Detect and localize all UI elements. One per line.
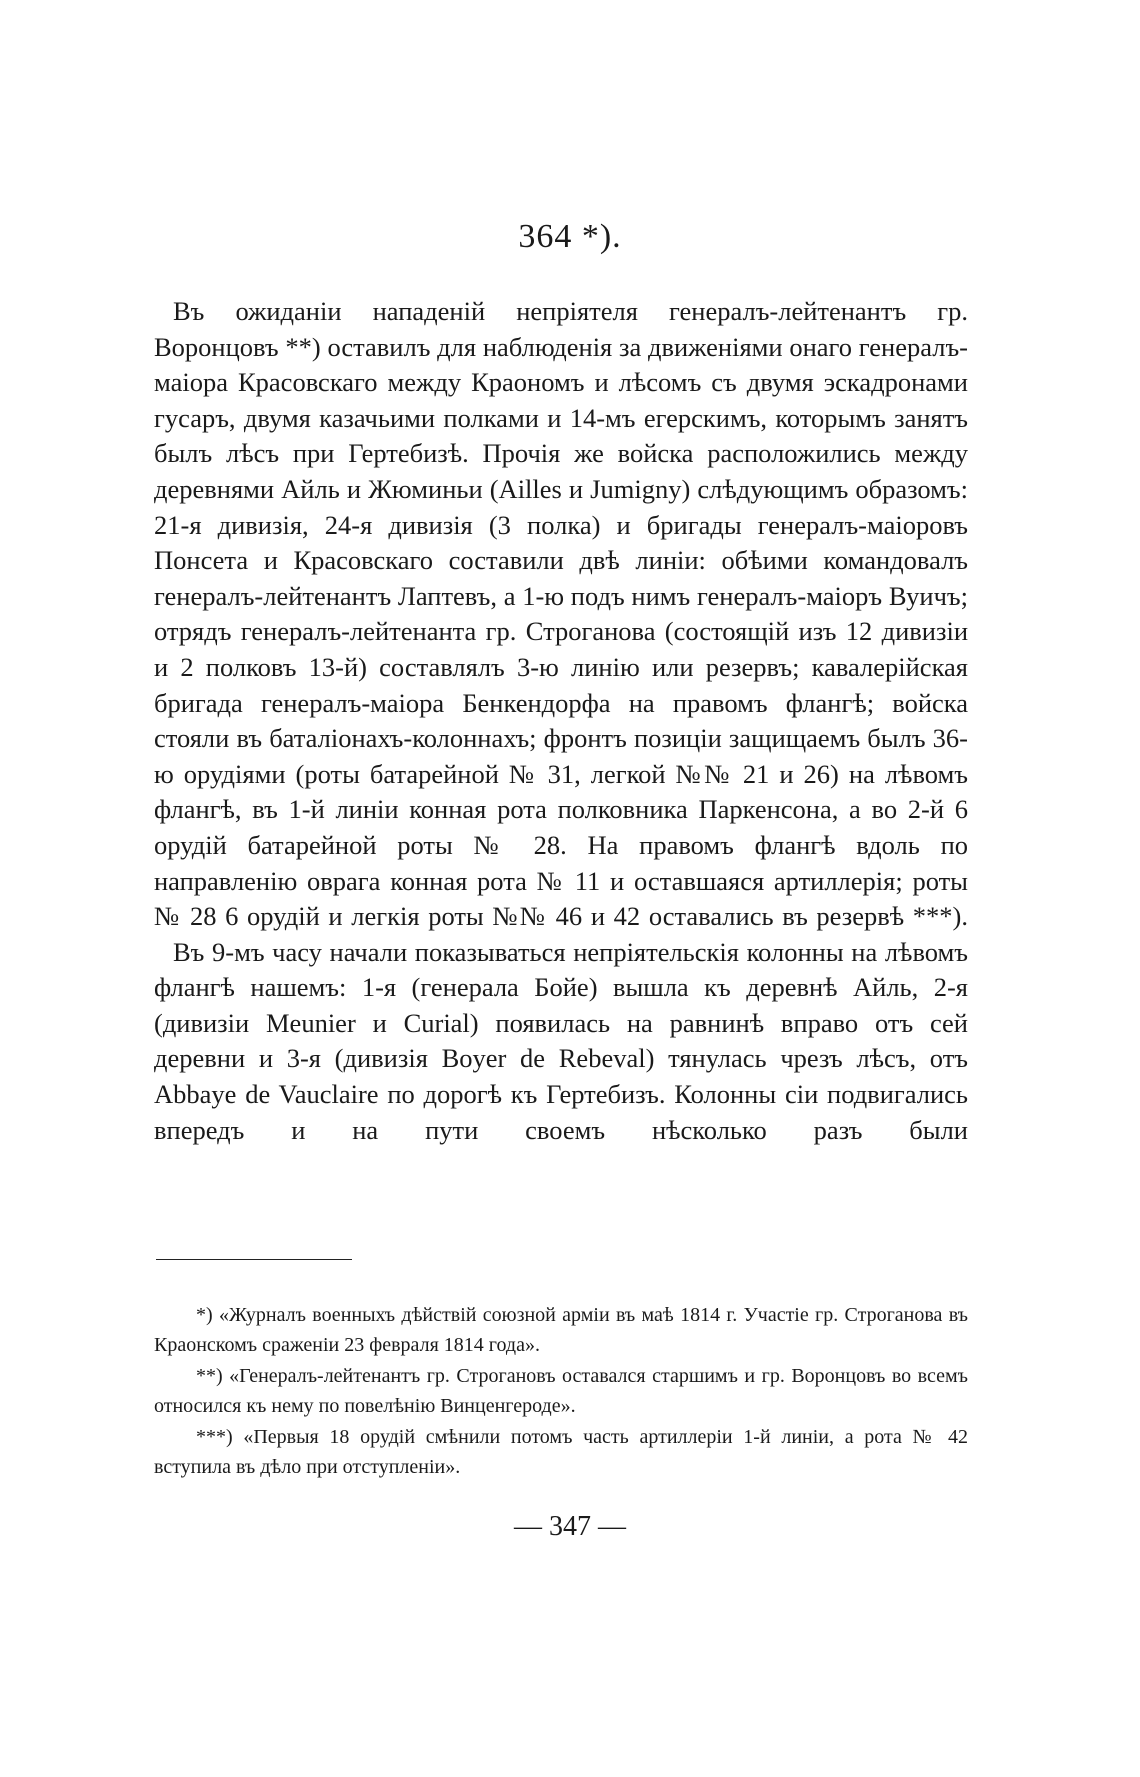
footnotes bbox=[154, 1300, 968, 1483]
paragraph: Въ ожиданіи нападеній непріятеля генералъ-лейтенантъ гр. Воронцовъ **) оставилъ для наблюденія за движеніями онаго генералъ-маіора Красовскаго между Краономъ и лѣсомъ съ двумя эскадронами гусаръ, двумя казачьими полками и 14-мъ егерскимъ, которымъ занятъ былъ лѣсъ при Гертебизѣ. Прочія же войска расположились между деревнями Айль и Жюминьи (Ailles и Jumigny) слѣдующимъ образомъ: 21-я дивизія, 24-я дивизія (3 полка) и бригады генералъ-маіоровъ Понсета и Красовскаго составили двѣ линіи: обѣими командовалъ генералъ-лейтенантъ Лаптевъ, а 1-ю подъ нимъ генералъ-маіоръ Вуичъ; отрядъ генералъ-лейтенанта гр. Строганова (состоящій изъ 12 дивизіи и 2 полковъ 13-й) составлялъ 3-ю линію или резервъ; кавалерійская бригада генералъ-маіора Бенкендорфа на правомъ флангѣ; войска стояли въ баталіонахъ-колоннахъ; фронтъ позиціи защищаемъ былъ 36-ю орудіями (роты батарейной № 31, легкой №№ 21 и 26) на лѣвомъ флангѣ, въ 1-й линіи конная рота полковника Паркенсона, а во 2-й 6 орудій батарейной роты № 28. На правомъ флангѣ вдоль по направленію оврага конная рота № 11 и оставшаяся артиллерія; роты № 28 6 орудій и легкія роты №№ 46 и 42 оставались въ резервѣ ***). bbox=[154, 296, 968, 932]
page-number: — 347 — bbox=[514, 1511, 626, 1542]
footnote-divider bbox=[156, 1259, 352, 1260]
paragraph: Въ 9-мъ часу начали показываться непріятельскія колонны на лѣвомъ флангѣ нашемъ: 1-я (генерала Бойе) вышла къ деревнѣ Айль, 2-я (дивизіи Meunier и Curial) появилась на равнинѣ вправо отъ сей деревни и 3-я (дивизія Boyer de Rebeval) тянулась чрезъ лѣсъ, отъ Abbaye de Vauclaire по дорогѣ къ Гертебизъ. Колонны сіи подвигались впередъ и на пути своемъ нѣсколько разъ были bbox=[154, 936, 968, 1145]
footnote: ***) «Первыя 18 орудій смѣнили потомъ часть артиллеріи 1-й линіи, а рота № 42 вступила въ дѣло при отступленіи». bbox=[154, 1426, 968, 1478]
document-number: 364 *). bbox=[518, 218, 622, 255]
footnote: **) «Генералъ-лейтенантъ гр. Строгановъ оставался старшимъ и гр. Воронцовъ во всемъ относился къ нему по повелѣнію Винценгероде». bbox=[154, 1365, 968, 1417]
main-text bbox=[154, 294, 968, 1148]
footnote: *) «Журналъ военныхъ дѣйствій союзной арміи въ маѣ 1814 г. Участіе гр. Строганова въ Краонскомъ сраженіи 23 февраля 1814 года». bbox=[154, 1304, 968, 1356]
